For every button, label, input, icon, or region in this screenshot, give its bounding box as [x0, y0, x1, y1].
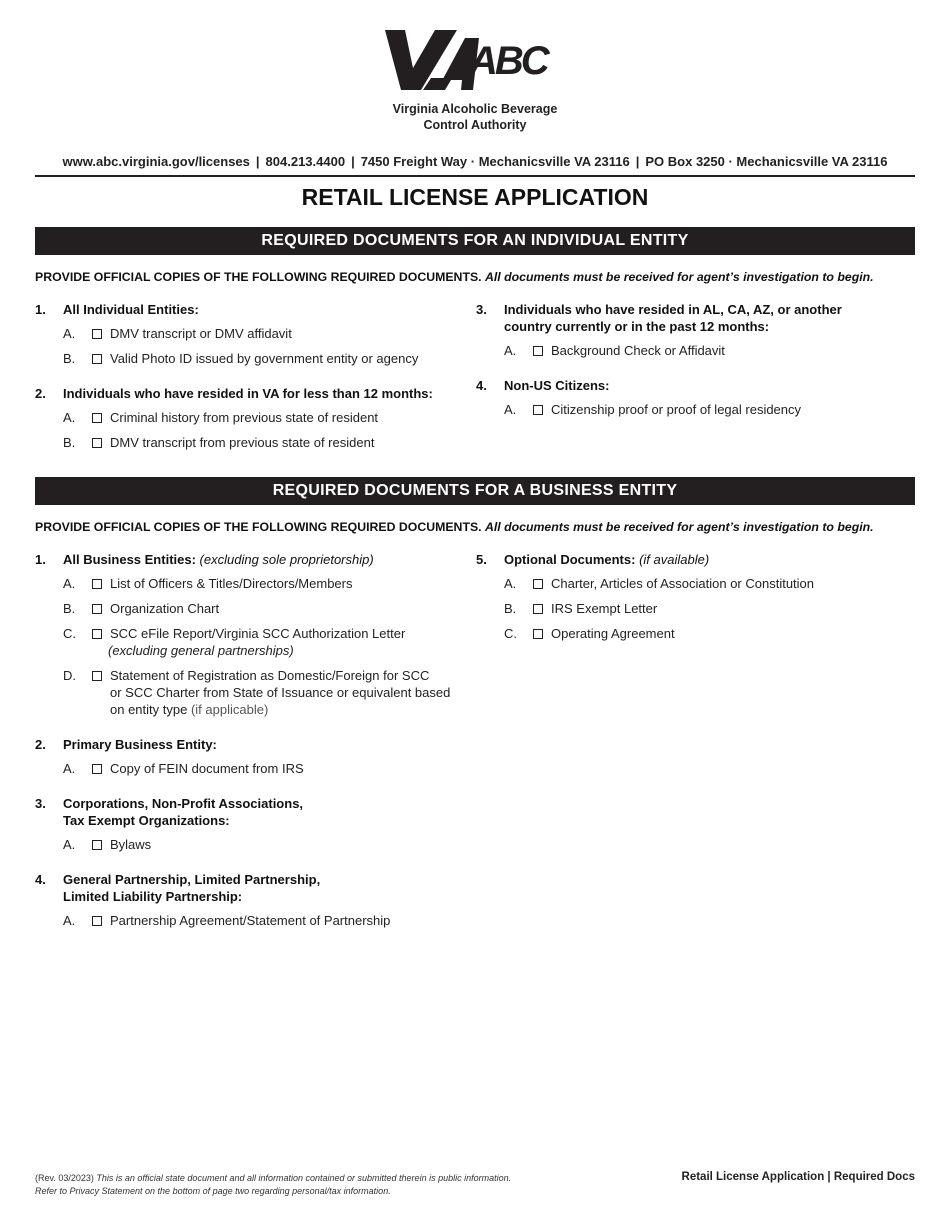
instruction-bold: PROVIDE OFFICIAL COPIES OF THE FOLLOWING REQUIRED DOCUMENTS.	[35, 270, 482, 284]
phone-number: 804.213.4400	[265, 154, 346, 169]
sub-letter: A.	[504, 402, 517, 417]
item-number: 3.	[476, 302, 487, 317]
individual-instructions	[35, 270, 920, 284]
sub-letter: A.	[63, 761, 76, 776]
item-heading-line: country currently or in the past 12 months:	[504, 319, 770, 334]
checkbox[interactable]	[92, 916, 102, 926]
sub-letter: A.	[63, 837, 76, 852]
sub-item-text: Criminal history from previous state of resident	[110, 410, 379, 425]
sub-item-text: Charter, Articles of Association or Constitution	[551, 576, 815, 591]
checkbox[interactable]	[92, 438, 102, 448]
sub-letter: A.	[63, 576, 76, 591]
sub-letter: A.	[504, 343, 517, 358]
instruction-italic: All documents must be received for agent’s investigation to begin.	[485, 520, 874, 534]
footer-line	[35, 1172, 595, 1185]
item-heading-line: Corporations, Non-Profit Associations,	[63, 796, 304, 811]
item-number: 4.	[476, 378, 487, 393]
sub-letter: B.	[63, 435, 76, 450]
va-abc-logo	[383, 28, 567, 94]
website-link[interactable]: www.abc.virginia.gov/licenses	[62, 154, 250, 169]
checkbox[interactable]	[533, 629, 543, 639]
sub-letter: A.	[63, 913, 76, 928]
item-heading-line: Individuals who have resided in AL, CA, AZ, or another	[504, 302, 842, 317]
sub-item-text: DMV transcript from previous state of resident	[110, 435, 375, 450]
checkbox[interactable]	[92, 604, 102, 614]
item-number: 1.	[35, 302, 46, 317]
org-name-line1: Virginia Alcoholic Beverage	[392, 102, 558, 116]
checkbox[interactable]	[92, 671, 102, 681]
sub-item-text: List of Officers & Titles/Directors/Members	[110, 576, 353, 591]
footer-notice-text: Refer to Privacy Statement on the bottom of page two regarding personal/tax information.	[35, 1186, 391, 1196]
item-number: 1.	[35, 552, 46, 567]
item-heading	[63, 551, 374, 568]
item-heading: Primary Business Entity:	[63, 737, 217, 752]
instruction-italic: All documents must be received for agent’s investigation to begin.	[485, 270, 874, 284]
sub-letter: B.	[63, 601, 76, 616]
item-number: 2.	[35, 386, 46, 401]
sub-item-note: (if applicable)	[190, 702, 269, 717]
revision-date: (Rev. 03/2023)	[35, 1173, 94, 1183]
item-number: 4.	[35, 872, 46, 887]
item-heading-line: Limited Liability Partnership:	[63, 889, 243, 904]
sub-item-text: Partnership Agreement/Statement of Partnership	[110, 913, 391, 928]
footer-notice-text: This is an official state document and all information contained or submitted therein is public information.	[96, 1173, 512, 1183]
contact-line	[35, 154, 915, 169]
sub-item-text: IRS Exempt Letter	[551, 601, 658, 616]
sub-item-text: Organization Chart	[110, 601, 220, 616]
sub-item-text: SCC eFile Report/Virginia SCC Authorization Letter	[110, 626, 406, 641]
sub-letter: D.	[63, 668, 76, 683]
sub-item-text: DMV transcript or DMV affidavit	[110, 326, 292, 341]
item-heading	[504, 551, 709, 568]
sub-letter: A.	[63, 326, 76, 341]
item-heading: All Individual Entities:	[63, 302, 199, 317]
sub-item-text: Citizenship proof or proof of legal residency	[551, 402, 802, 417]
item-heading-note: (excluding sole proprietorship)	[199, 552, 374, 567]
instruction-bold: PROVIDE OFFICIAL COPIES OF THE FOLLOWING REQUIRED DOCUMENTS.	[35, 520, 482, 534]
individual-section-heading: REQUIRED DOCUMENTS FOR AN INDIVIDUAL ENTITY	[35, 227, 915, 255]
footer-notice	[35, 1172, 595, 1198]
item-number: 2.	[35, 737, 46, 752]
checkbox[interactable]	[92, 413, 102, 423]
item-number: 5.	[476, 552, 487, 567]
checkbox[interactable]	[92, 764, 102, 774]
sub-letter: C.	[504, 626, 517, 641]
sub-item-line	[110, 701, 470, 718]
item-heading: Individuals who have resided in VA for less than 12 months:	[63, 386, 433, 401]
sub-letter: B.	[63, 351, 76, 366]
organization-name	[330, 101, 620, 133]
sub-item-text	[110, 667, 470, 718]
item-heading	[63, 871, 320, 905]
sub-item-note: (excluding general partnerships)	[108, 643, 294, 658]
footer-line	[35, 1185, 595, 1198]
item-heading-line: General Partnership, Limited Partnership,	[63, 872, 321, 887]
item-heading-line: Tax Exempt Organizations:	[63, 813, 230, 828]
item-heading	[504, 301, 842, 335]
checkbox[interactable]	[92, 329, 102, 339]
item-heading-text: All Business Entities:	[63, 552, 196, 567]
po-box-address: PO Box 3250 · Mechanicsville VA 23116	[645, 154, 888, 169]
item-number: 3.	[35, 796, 46, 811]
checkbox[interactable]	[92, 629, 102, 639]
sub-item-text: Bylaws	[110, 837, 152, 852]
checkbox[interactable]	[92, 354, 102, 364]
separator: |	[351, 154, 355, 169]
sub-item-text: Valid Photo ID issued by government entity or agency	[110, 351, 419, 366]
item-heading: Non-US Citizens:	[504, 378, 610, 393]
sub-letter: B.	[504, 601, 517, 616]
sub-item-text: Operating Agreement	[551, 626, 675, 641]
sub-letter: A.	[63, 410, 76, 425]
item-heading-note: (if available)	[639, 552, 710, 567]
sub-item-line: Statement of Registration as Domestic/Foreign for SCC	[110, 668, 430, 683]
separator: |	[635, 154, 640, 169]
checkbox[interactable]	[533, 604, 543, 614]
sub-letter: C.	[63, 626, 76, 641]
footer-document-label: Retail License Application | Required Docs	[681, 1171, 915, 1183]
checkbox[interactable]	[92, 579, 102, 589]
sub-letter: A.	[504, 576, 517, 591]
sub-item-line-text: on entity type	[110, 702, 188, 717]
checkbox[interactable]	[533, 346, 543, 356]
sub-item-line: or SCC Charter from State of Issuance or equivalent based	[110, 685, 451, 700]
item-heading	[63, 795, 303, 829]
checkbox[interactable]	[533, 579, 543, 589]
org-name-line2: Control Authority	[423, 118, 527, 132]
checkbox[interactable]	[92, 840, 102, 850]
sub-item-text: Copy of FEIN document from IRS	[110, 761, 304, 776]
item-heading-text: Optional Documents:	[504, 552, 636, 567]
street-address: 7450 Freight Way · Mechanicsville VA 23116	[360, 154, 630, 169]
business-instructions	[35, 520, 920, 534]
header-divider	[35, 175, 915, 177]
business-section-heading: REQUIRED DOCUMENTS FOR A BUSINESS ENTITY	[35, 477, 915, 505]
document-title: RETAIL LICENSE APPLICATION	[301, 184, 649, 210]
svg-text:ABC: ABC	[469, 39, 547, 83]
separator: |	[255, 154, 260, 169]
sub-item-text: Background Check or Affidavit	[551, 343, 725, 358]
checkbox[interactable]	[533, 405, 543, 415]
